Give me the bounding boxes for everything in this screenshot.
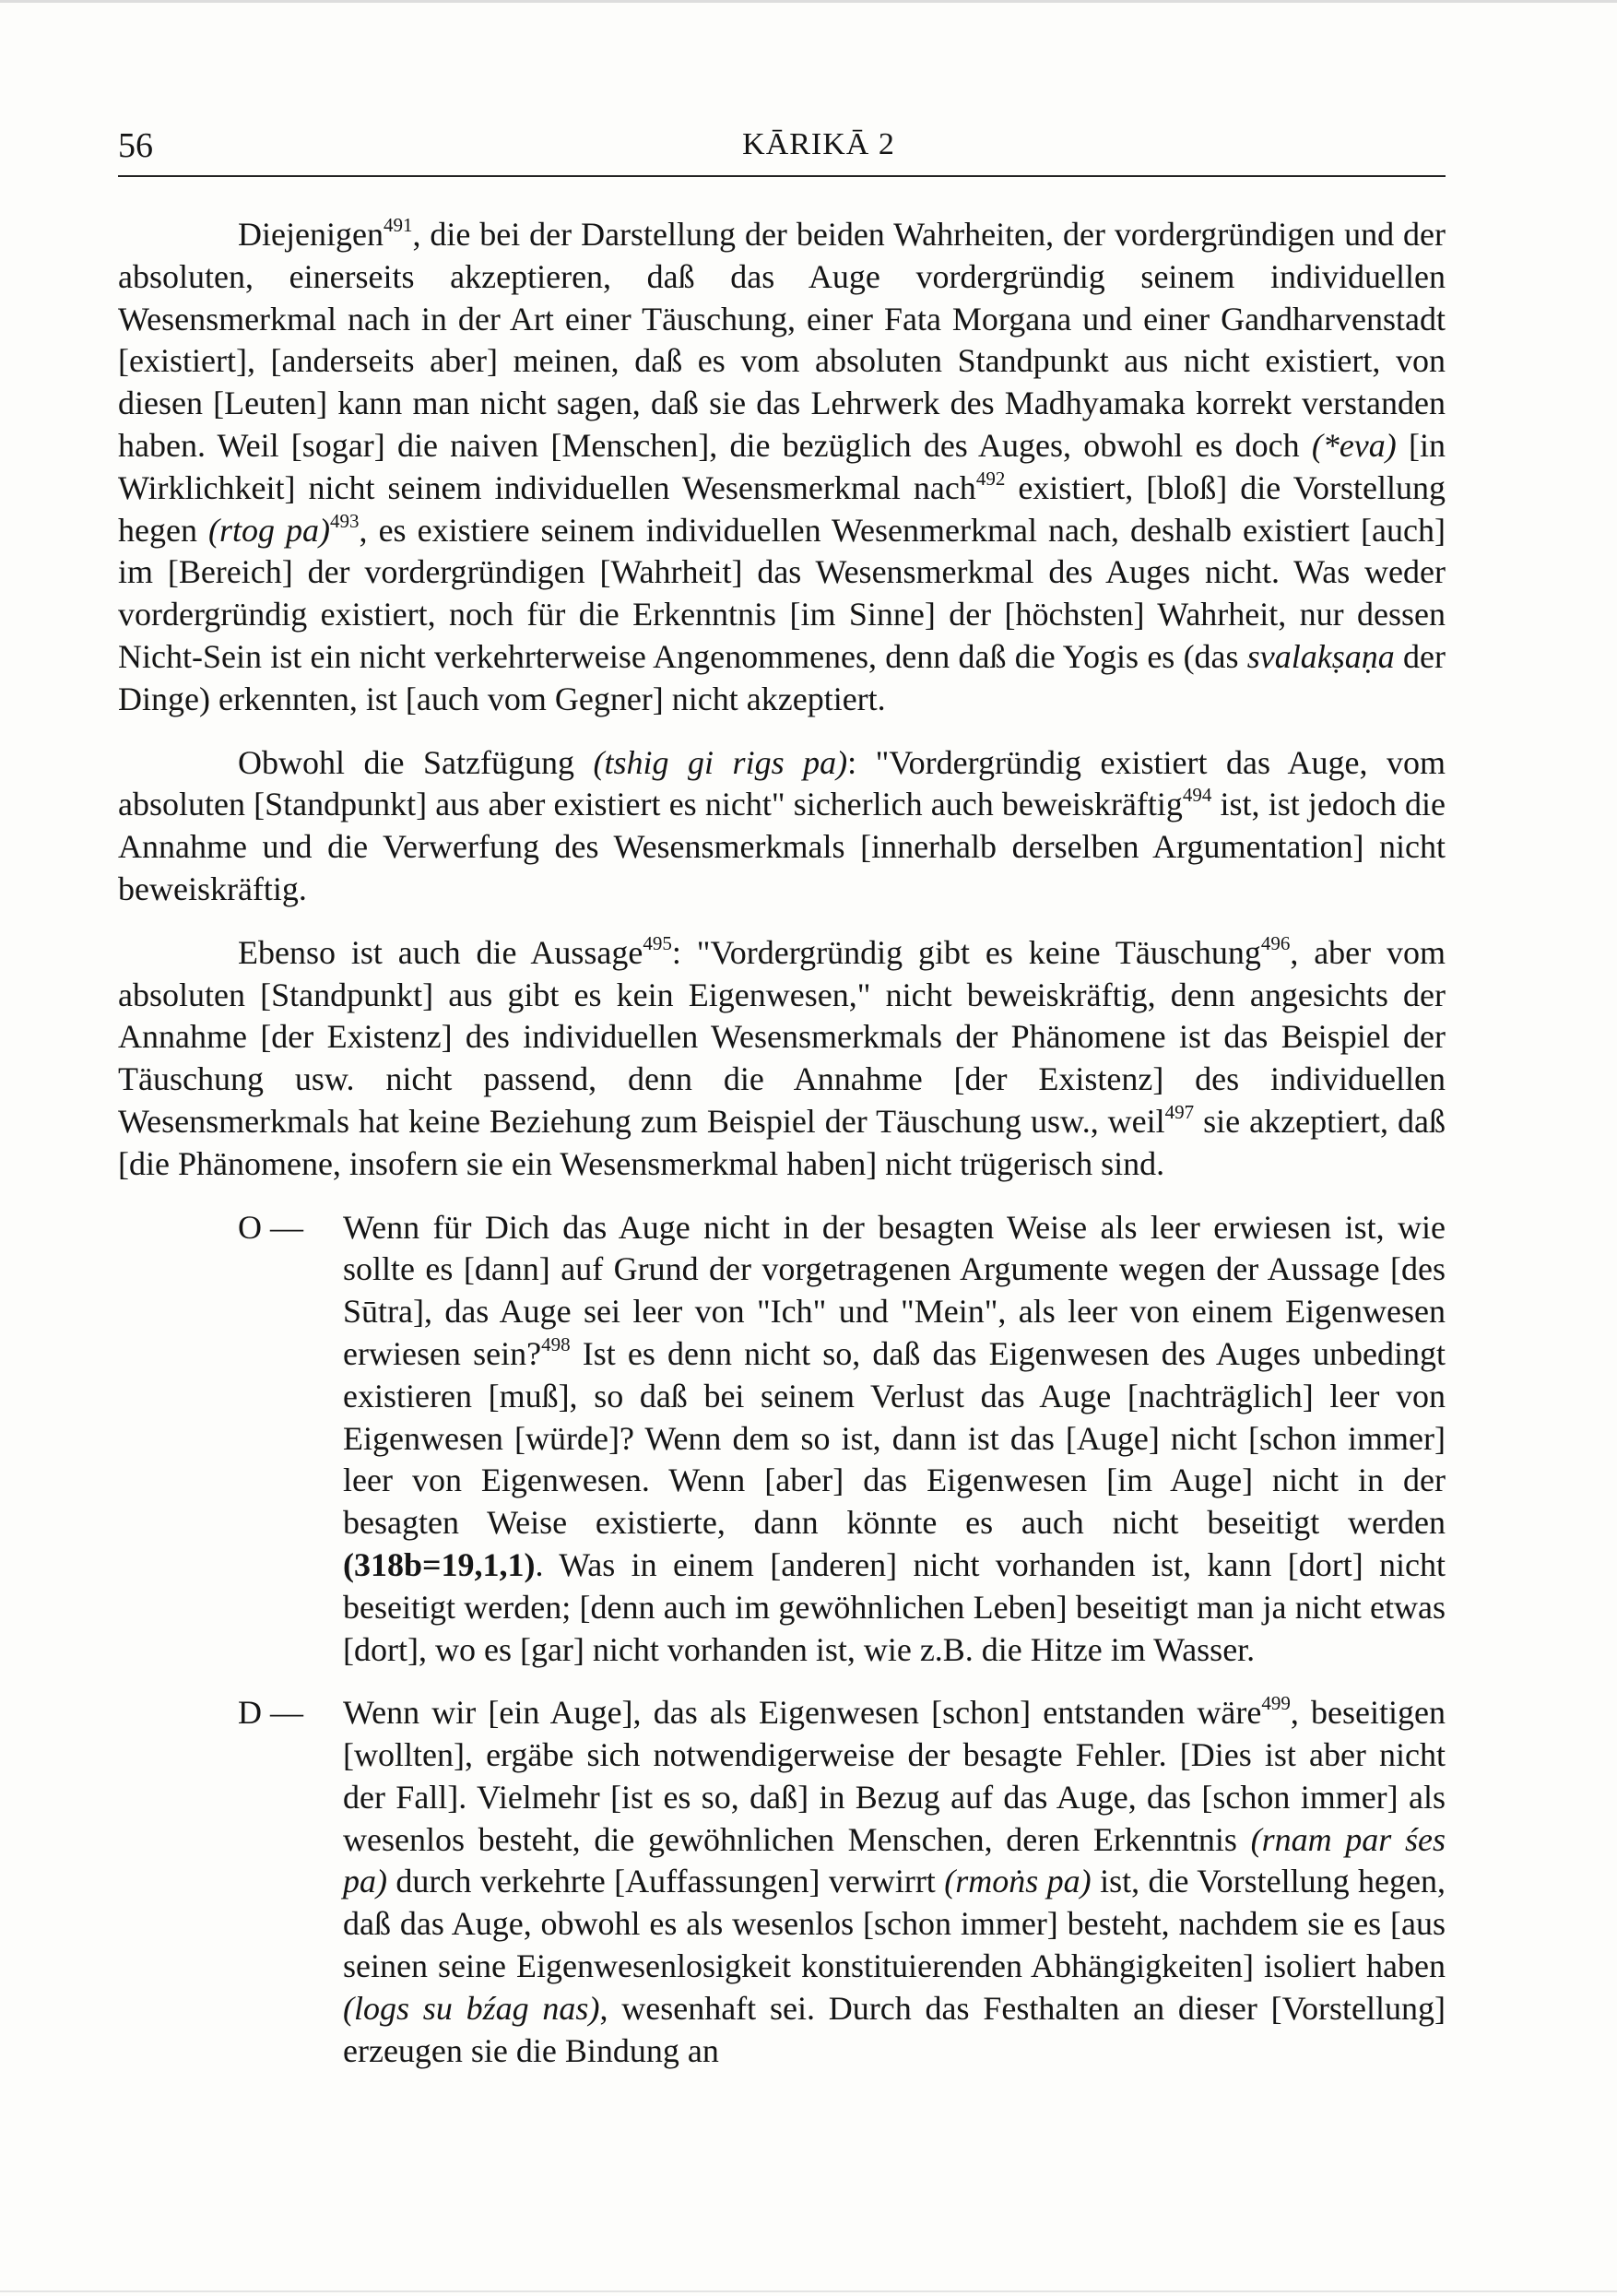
- text-run: Wenn für Dich das Auge nicht in der besagten Weise als leer erwiesen ist, wie sollte es [dann] auf Grund der vorgetragenen Argumente wegen der Aussage [des Sūtra], das Auge sei leer von "Ich" und "Mein", als leer von einem Eigenwesen erwiesen sein?: [343, 1208, 1446, 1372]
- text-run: Ist es denn nicht so, daß das Eigenwesen des Auges unbedingt existieren [muß], so daß bei seinem Verlust das Auge [nachträglich] leer von Eigenwesen [würde]? Wenn dem so ist, dann ist das [Auge] nicht [schon immer] leer von Eigenwesen. Wenn [aber] das Eigenwesen [im Auge] nicht in der besagten Weise existierte, dann könnte es auch nicht beseitigt werden: [343, 1334, 1446, 1542]
- footnote-ref: 497: [1164, 1100, 1195, 1123]
- speech-text: [343, 1694, 1446, 2068]
- speaker-label: D —: [238, 1694, 303, 1732]
- text-run: existiert, [bloß] die Vorstellung hegen: [118, 468, 1446, 549]
- text-run: sie akzeptiert, daß [die Phänomene, insofern sie ein Wesensmerkmal haben] nicht trügerisch sind.: [118, 1102, 1446, 1182]
- footnote-ref: 496: [1260, 931, 1291, 954]
- text-run: , aber vom absoluten [Standpunkt] aus gibt es kein Eigenwesen," nicht beweiskräftig, denn angesichts der Annahme [der Existenz] des individuellen Wesensmerkmals der Phänomene ist das Beispiel der Täuschung usw. nicht passend, denn die Annahme [der Existenz] des individuellen Wesensmerkmals hat keine Beziehung zum Beispiel der Täuschung usw., weil: [118, 933, 1446, 1140]
- text-run: der Dinge) erkennten, ist [auch vom Gegner] nicht akzeptiert.: [118, 637, 1446, 717]
- footnote-ref: 491: [383, 214, 413, 236]
- footnote-ref: 494: [1182, 784, 1212, 807]
- scan-edge-bottom: [0, 2290, 1617, 2292]
- text-run: , wesenhaft sei. Durch das Festhalten an dieser [Vorstellung] erzeugen sie die Bindung an: [343, 1989, 1446, 2069]
- text-run: Ebenso ist auch die Aussage: [238, 933, 643, 971]
- page-header: [118, 122, 1446, 177]
- text-run: durch verkehrte [Auffassungen] verwirrt: [387, 1863, 945, 1900]
- text-run: [in Wirklichkeit] nicht seinem individuellen Wesensmerkmal nach: [118, 426, 1446, 506]
- footnote-ref: 493: [330, 509, 360, 532]
- text-run: Wenn wir [ein Auge], das als Eigenwesen [schon] entstanden wäre: [343, 1694, 1262, 1732]
- text-run: , beseitigen [wollten], ergäbe sich notwendigerweise der besagte Fehler. [Dies ist aber nicht der Fall]. Vielmehr [ist es so, daß] in Bezug auf das Auge, das [schon immer] als wesenlos besteht, die gewöhnlichen Menschen, deren Erkenntnis: [343, 1694, 1446, 1858]
- speech-text: [343, 1209, 1446, 1668]
- body-text: [118, 214, 1446, 2093]
- page-number: 56: [118, 126, 153, 165]
- italic-term: (tshig gi rigs pa): [593, 743, 848, 781]
- paragraph: [118, 214, 1446, 721]
- text-run: ist, die Vorstellung hegen, daß das Auge, obwohl es als wesenlos [schon immer] besteht, nachdem sie es [aus seinen seine Eigenwesenlosigkeit konstituierenden Abhängigkeiten] isoliert haben: [343, 1863, 1446, 1985]
- dialogue-defender: [118, 1692, 1446, 2072]
- italic-term: (rmoṅs pa): [944, 1863, 1092, 1900]
- text-run: Obwohl die Satzfügung: [238, 743, 594, 781]
- footnote-ref: 499: [1261, 1692, 1291, 1715]
- italic-term: (logs su bźag nas): [343, 1989, 600, 2027]
- text-run: , es existiere seinem individuellen Wesenmerkmal nach, deshalb existiert [auch] im [Bereich] der vordergründigen [Wahrheit] das Wesensmerkmal des Auges nicht. Was weder vordergründig existiert, noch für die Erkenntnis [im Sinne] der [höchsten] Wahrheit, nur dessen Nicht-Sein ist ein nicht verkehrterweise Angenommenes, denn daß die Yogis es (das: [118, 511, 1446, 675]
- speaker-label: O —: [238, 1208, 303, 1246]
- text-run: Diejenigen: [238, 216, 384, 253]
- source-ref: (318b=19,1,1): [343, 1545, 536, 1583]
- text-run: ist, ist jedoch die Annahme und die Verwerfung des Wesensmerkmals [innerhalb derselben Argumentation] nicht beweiskräftig.: [118, 786, 1446, 907]
- scan-edge-top: [0, 0, 1617, 3]
- footnote-ref: 495: [643, 931, 672, 954]
- footnote-ref: 498: [541, 1332, 571, 1355]
- text-run: : "Vordergründig gibt es keine Täuschung: [671, 933, 1261, 971]
- paragraph: [118, 932, 1446, 1186]
- running-head: KĀRIKĀ 2: [742, 127, 895, 161]
- dialogue-opponent: [118, 1207, 1446, 1672]
- italic-term: svalakṣaṇa: [1246, 637, 1395, 675]
- footnote-ref: 492: [975, 467, 1006, 490]
- text-run: : "Vordergründig existiert das Auge, vom absoluten [Standpunkt] aus aber existiert es nicht" sicherlich auch beweiskräftig: [118, 743, 1446, 823]
- italic-term: (rtog pa): [208, 511, 331, 549]
- text-run: . Was in einem [anderen] nicht vorhanden ist, kann [dort] nicht beseitigt werden; [denn auch im gewöhnlichen Leben] beseitigt man ja nicht etwas [dort], wo es [gar] nicht vorhanden ist, wie z.B. die Hitze im Wasser.: [343, 1545, 1446, 1668]
- italic-term: (*eva): [1311, 426, 1397, 464]
- text-run: , die bei der Darstellung der beiden Wahrheiten, der vordergründigen und der absoluten, einerseits akzeptieren, daß das Auge vordergründig seinem individuellen Wesensmerkmal nach in der Art einer Täuschung, einer Fata Morgana und einer Gandharvenstadt [existiert], [anderseits aber] meinen, daß es vom absoluten Standpunkt aus nicht existiert, von diesen [Leuten] kann man nicht sagen, daß sie das Lehrwerk des Madhyamaka korrekt verstanden haben. Weil [sogar] die naiven [Menschen], die bezüglich des Auges, obwohl es doch: [118, 216, 1446, 464]
- paragraph: [118, 742, 1446, 911]
- italic-term: (rnam par śes pa): [343, 1820, 1446, 1900]
